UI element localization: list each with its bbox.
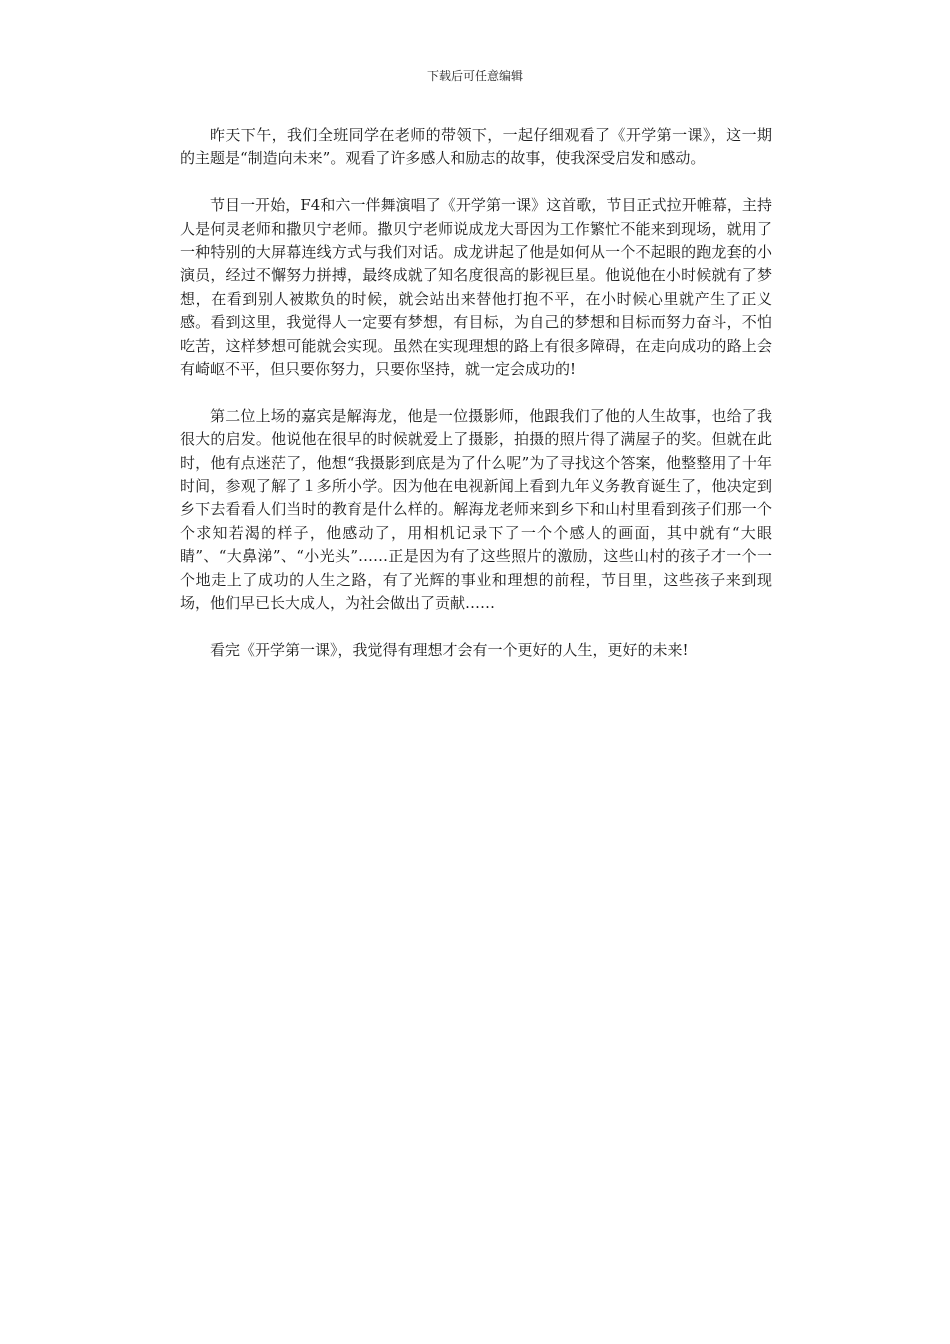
document-body: [180, 124, 772, 686]
paragraph-3: 第二位上场的嘉宾是解海龙，他是一位摄影师，他跟我们了他的人生故事，也给了我很大的启发。他说他在很早的时候就爱上了摄影，拍摄的照片得了满屋子的奖。但就在此时，他有点迷茫了，他想“我摄影到底是为了什么呢”为了寻找这个答案，他整整用了十年时间，参观了解了１多所小学。因为他在电视新闻上看到九年义务教育诞生了，他决定到乡下去看看人们当时的教育是什么样的。解海龙老师来到乡下和山村里看到孩子们那一个个求知若渴的样子，他感动了，用相机记录下了一个个感人的画面，其中就有“大眼睛”、“大鼻涕”、“小光头”……正是因为有了这些照片的激励，这些山村的孩子才一个一个地走上了成功的人生之路，有了光辉的事业和理想的前程，节目里，这些孩子来到现场，他们早已长大成人，为社会做出了贡献……: [180, 406, 772, 613]
page-header: 下载后可任意编辑: [426, 69, 523, 83]
paragraph-2: 节目一开始，F4和六一伴舞演唱了《开学第一课》这首歌，节目正式拉开帷幕，主持人是何灵老师和撒贝宁老师。撒贝宁老师说成龙大哥因为工作繁忙不能来到现场，就用了一种特别的大屏幕连线方式与我们对话。成龙讲起了他是如何从一个不起眼的跑龙套的小演员，经过不懈努力拼搏，最终成就了知名度很高的影视巨星。他说他在小时候就有了梦想，在看到别人被欺负的时候，就会站出来替他打抱不平，在小时候心里就产生了正义感。看到这里，我觉得人一定要有梦想，有目标，为自己的梦想和目标而努力奋斗，不怕吃苦，这样梦想可能就会实现。虽然在实现理想的路上有很多障碍，在走向成功的路上会有崎岖不平，但只要你努力，只要你坚持，就一定会成功的!: [180, 196, 772, 379]
paragraph-4: 看完《开学第一课》，我觉得有理想才会有一个更好的人生，更好的未来!: [210, 640, 689, 659]
paragraph-1: 昨天下午，我们全班同学在老师的带领下，一起仔细观看了《开学第一课》，这一期的主题是“制造向未来”。观看了许多感人和励志的故事，使我深受启发和感动。: [180, 126, 772, 168]
